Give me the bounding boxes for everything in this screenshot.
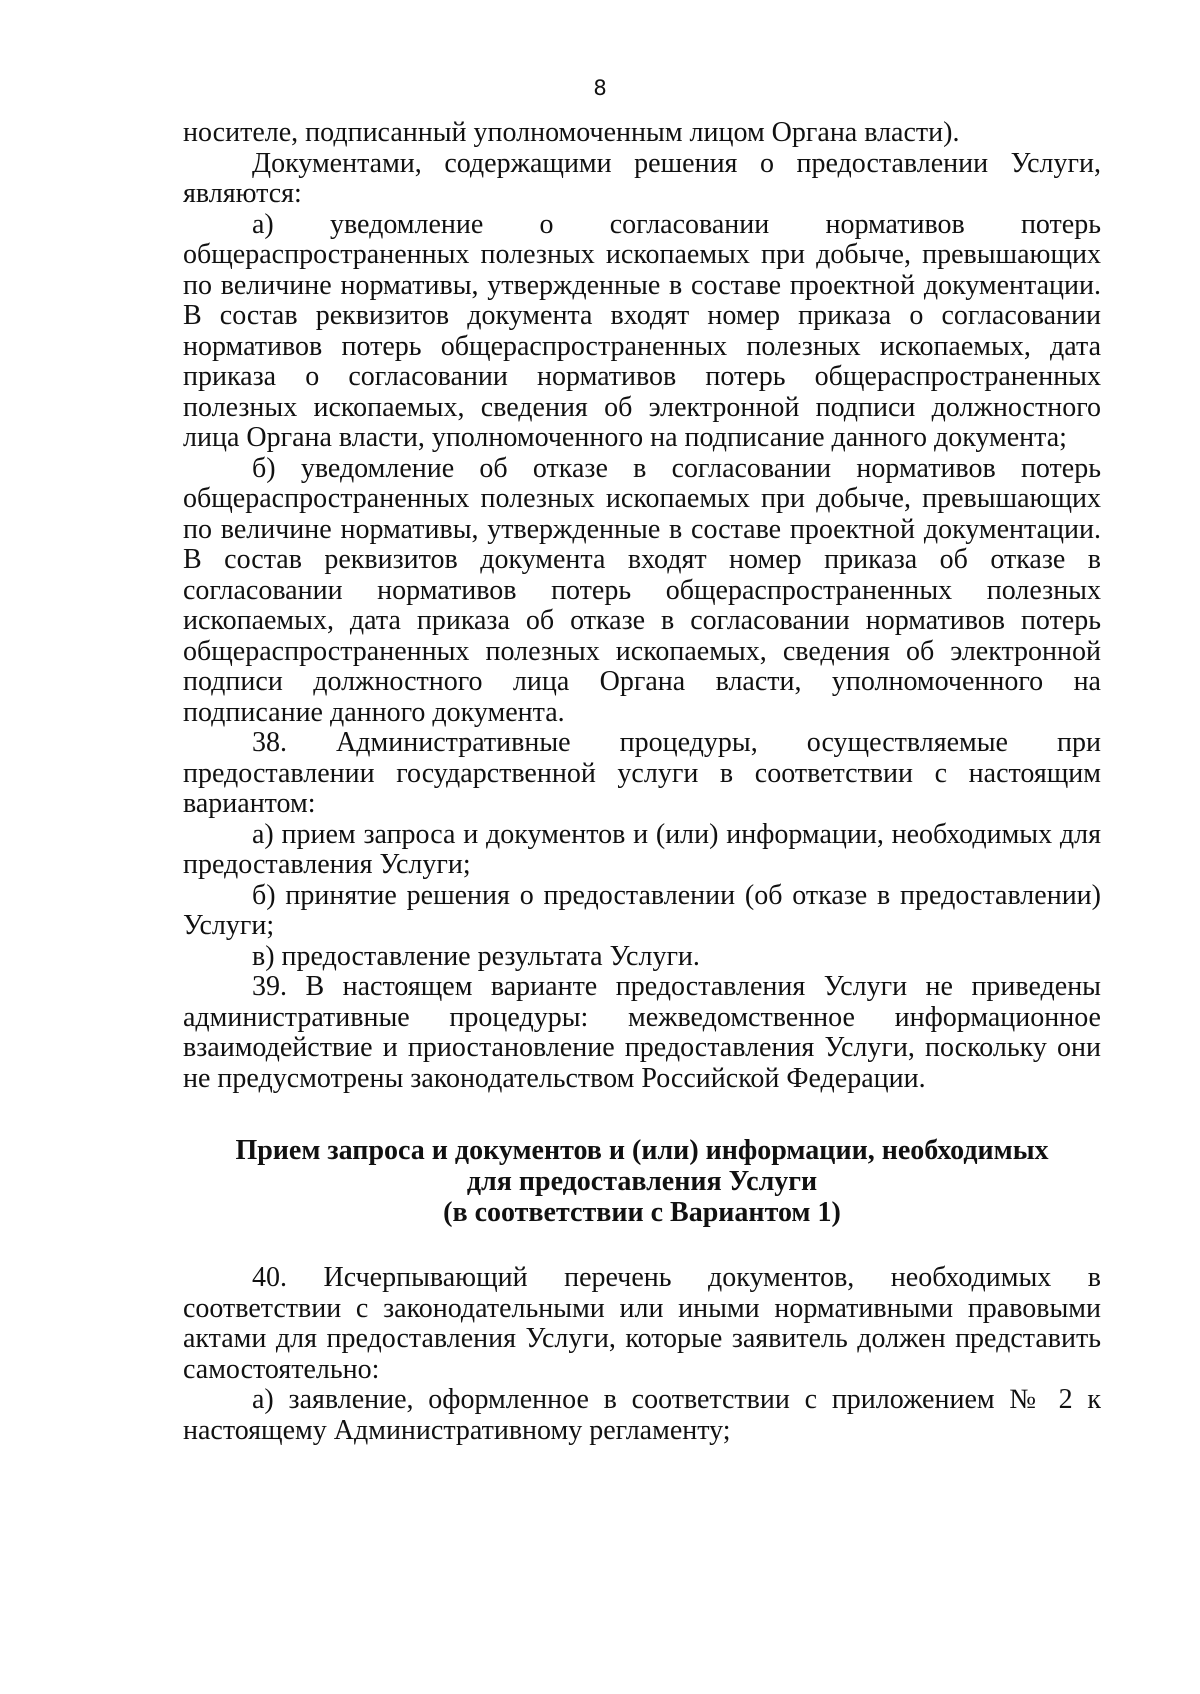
paragraph-item-a-approval-notice: а) уведомление о согласовании нормативов потерь общераспространенных полезных ископаемых при добыче, превышающих по величине нормативы, утвержденные в составе проектной документации. В состав реквизитов документа входят номер приказа о согласовании нормативов потерь общераспространенных полезных ископаемых, дата приказа о согласовании нормативов потерь общераспространенных полезных ископаемых, сведения об электронной подписи должностного лица Органа власти, уполномоченного на подписание данного документа;: [183, 208, 1101, 453]
paragraph-40-item-a: а) заявление, оформленное в соответствии с приложением № 2 к настоящему Административному регламенту;: [183, 1384, 1101, 1446]
paragraph-38-item-b: б) принятие решения о предоставлении (об отказе в предоставлении) Услуги;: [183, 879, 1101, 941]
paragraph-38-procedures: 38. Административные процедуры, осуществляемые при предоставлении государственной услуги в соответствии с настоящим вариантом:: [183, 727, 1101, 819]
section-heading-line-1: Прием запроса и документов и (или) информации, необходимых: [235, 1135, 1049, 1166]
paragraph-item-b-refusal-notice: б) уведомление об отказе в согласовании нормативов потерь общераспространенных полезных ископаемых при добыче, превышающих по величине нормативы, утвержденные в составе проектной документации. В состав реквизитов документа входят номер приказа об отказе в согласовании нормативов потерь общераспространенных полезных ископаемых, дата приказа об отказе в согласовании нормативов потерь общераспространенных полезных ископаемых, сведения об электронной подписи должностного лица Органа власти, уполномоченного на подписание данного документа.: [183, 452, 1101, 728]
section-heading-line-3: (в соответствии с Вариантом 1): [443, 1197, 841, 1228]
paragraph-38-item-a: а) прием запроса и документов и (или) информации, необходимых для предоставления Услуги;: [183, 818, 1101, 880]
section-heading: [183, 1135, 1101, 1228]
paragraph-decision-documents: Документами, содержащими решения о предоставлении Услуги, являются:: [183, 147, 1101, 209]
paragraph-39: 39. В настоящем варианте предоставления Услуги не приведены административные процедуры: межведомственное информационное взаимодействие и приостановление предоставления Услуги, поскольку они не предусмотрены законодательством Российской Федерации.: [183, 971, 1101, 1094]
paragraph-38-item-c: в) предоставление результата Услуги.: [252, 940, 700, 972]
page-body: [183, 118, 1101, 1446]
paragraph-40: 40. Исчерпывающий перечень документов, необходимых в соответствии с законодательными или иными нормативными правовыми актами для предоставления Услуги, которые заявитель должен представить самостоятельно:: [183, 1262, 1101, 1385]
page-number: 8: [593, 76, 607, 100]
paragraph-continuation: носителе, подписанный уполномоченным лицом Органа власти).: [183, 117, 960, 148]
section-heading-line-2: для предоставления Услуги: [466, 1166, 818, 1197]
